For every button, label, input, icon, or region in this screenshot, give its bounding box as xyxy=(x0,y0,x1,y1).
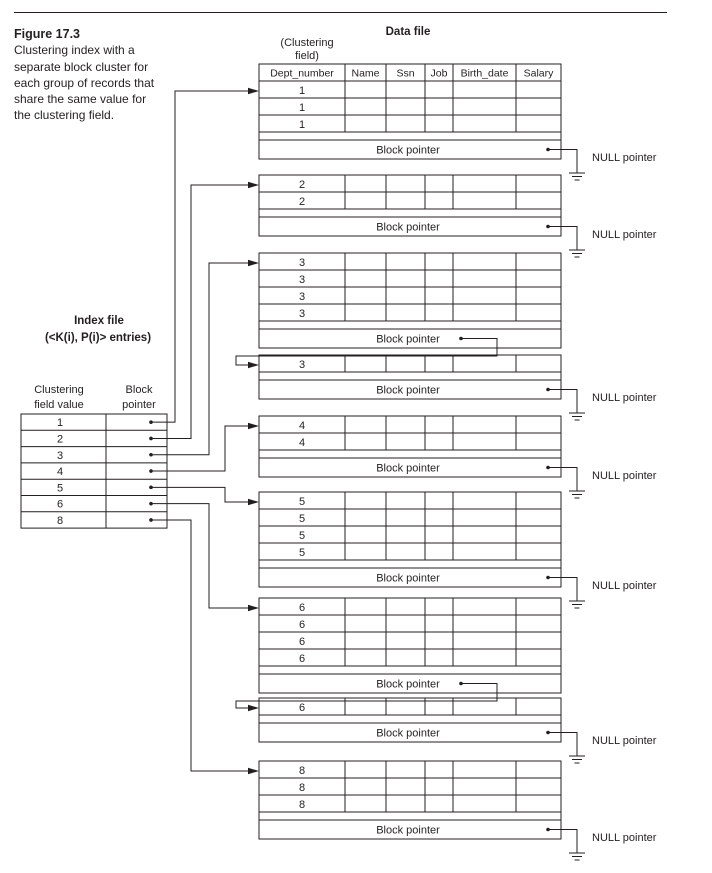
dept-number-cell: 5 xyxy=(298,513,306,525)
overflow-block-pointer xyxy=(236,684,497,709)
null-pointer-label: NULL pointer xyxy=(592,229,657,241)
null-pointer-line xyxy=(548,468,577,492)
arrowhead xyxy=(248,423,259,429)
index-entry-key: 1 xyxy=(56,417,64,430)
null-pointer-line xyxy=(548,390,577,414)
dept-number-cell: 3 xyxy=(298,257,306,269)
arrowhead xyxy=(248,768,259,774)
arrowhead xyxy=(248,260,259,266)
column-header-ssn: Ssn xyxy=(396,67,415,80)
dept-number-cell: 5 xyxy=(298,496,306,508)
clustering-field-note: (Clustering field) xyxy=(280,37,334,62)
column-header-salary: Salary xyxy=(523,67,554,80)
dept-number-cell: 3 xyxy=(298,274,306,286)
dept-number-cell: 6 xyxy=(298,602,306,614)
overflow-block-pointer xyxy=(236,339,497,366)
index-block-pointer xyxy=(151,504,248,608)
null-pointer-label: NULL pointer xyxy=(592,735,657,747)
arrowhead xyxy=(248,705,259,711)
null-pointer-line xyxy=(548,830,577,854)
index-col-key-header: Clustering field value xyxy=(34,384,84,411)
null-pointer-label: NULL pointer xyxy=(592,832,657,844)
dept-number-cell: 4 xyxy=(298,420,306,432)
column-header-job: Job xyxy=(430,67,448,80)
block-pointer-label: Block pointer xyxy=(376,384,440,397)
dept-number-cell: 8 xyxy=(298,765,306,777)
dept-number-cell: 2 xyxy=(298,179,306,191)
index-entry-key: 8 xyxy=(56,514,64,527)
index-entry-key: 5 xyxy=(56,482,64,495)
figure-label: Figure 17.3 xyxy=(14,27,80,41)
index-block-pointer xyxy=(151,487,248,502)
block-pointer-label: Block pointer xyxy=(376,572,440,585)
arrowhead xyxy=(248,88,259,94)
index-file-table xyxy=(21,414,167,528)
column-header-name: Name xyxy=(351,67,380,80)
index-col-ptr-header: Block pointer xyxy=(122,384,156,411)
index-file-subtitle: (<K(i), P(i)> entries) xyxy=(44,332,152,344)
dept-number-cell: 6 xyxy=(298,636,306,648)
block-pointer-label: Block pointer xyxy=(376,462,440,475)
dept-number-cell: 2 xyxy=(298,196,306,208)
index-block-pointer xyxy=(151,91,248,422)
index-block-pointer xyxy=(151,520,248,771)
arrowhead xyxy=(248,499,259,505)
dept-number-cell: 3 xyxy=(298,308,306,320)
arrowhead xyxy=(248,182,259,188)
null-pointer-label: NULL pointer xyxy=(592,152,657,164)
dept-number-cell: 6 xyxy=(298,653,306,665)
dept-number-cell: 5 xyxy=(298,547,306,559)
column-header-birth-date: Birth_date xyxy=(460,67,509,80)
null-pointer-line xyxy=(548,733,577,757)
data-file-title: Data file xyxy=(385,26,431,38)
block-pointer-label: Block pointer xyxy=(376,824,440,837)
dept-number-cell: 5 xyxy=(298,530,306,542)
dept-number-cell: 6 xyxy=(298,619,306,631)
dept-number-cell: 8 xyxy=(298,782,306,794)
index-block-pointer xyxy=(151,185,248,438)
null-pointer-label: NULL pointer xyxy=(592,470,657,482)
dept-number-cell: 8 xyxy=(298,799,306,811)
index-entry-key: 3 xyxy=(56,449,64,462)
column-header-dept-number: Dept_number xyxy=(270,67,334,80)
null-pointer-line xyxy=(548,150,577,174)
dept-number-cell: 1 xyxy=(298,119,306,131)
block-pointer-label: Block pointer xyxy=(376,144,440,157)
block-pointer-label: Block pointer xyxy=(376,727,440,740)
block-pointer-label: Block pointer xyxy=(376,221,440,234)
dept-number-cell: 3 xyxy=(298,359,306,371)
dept-number-cell: 4 xyxy=(298,437,306,449)
null-pointer-line xyxy=(548,227,577,251)
index-entry-key: 2 xyxy=(56,433,64,446)
arrowhead xyxy=(248,605,259,611)
dept-number-cell: 1 xyxy=(298,102,306,114)
index-file-title: Index file xyxy=(74,315,124,327)
null-pointer-label: NULL pointer xyxy=(592,392,657,404)
index-block-pointer xyxy=(151,426,248,471)
null-pointer-line xyxy=(548,578,577,602)
arrowhead xyxy=(248,362,259,368)
null-pointer-label: NULL pointer xyxy=(592,580,657,592)
index-entry-key: 6 xyxy=(56,498,64,511)
dept-number-cell: 3 xyxy=(298,291,306,303)
dept-number-cell: 1 xyxy=(298,85,306,97)
figure-caption-text: Clustering index with a separate block cluster for each group of records that share the same value for the clustering field. xyxy=(14,43,155,123)
block-pointer-label: Block pointer xyxy=(376,678,440,691)
block-pointer-label: Block pointer xyxy=(376,333,440,346)
dept-number-cell: 6 xyxy=(298,702,306,714)
index-entry-key: 4 xyxy=(56,466,64,479)
